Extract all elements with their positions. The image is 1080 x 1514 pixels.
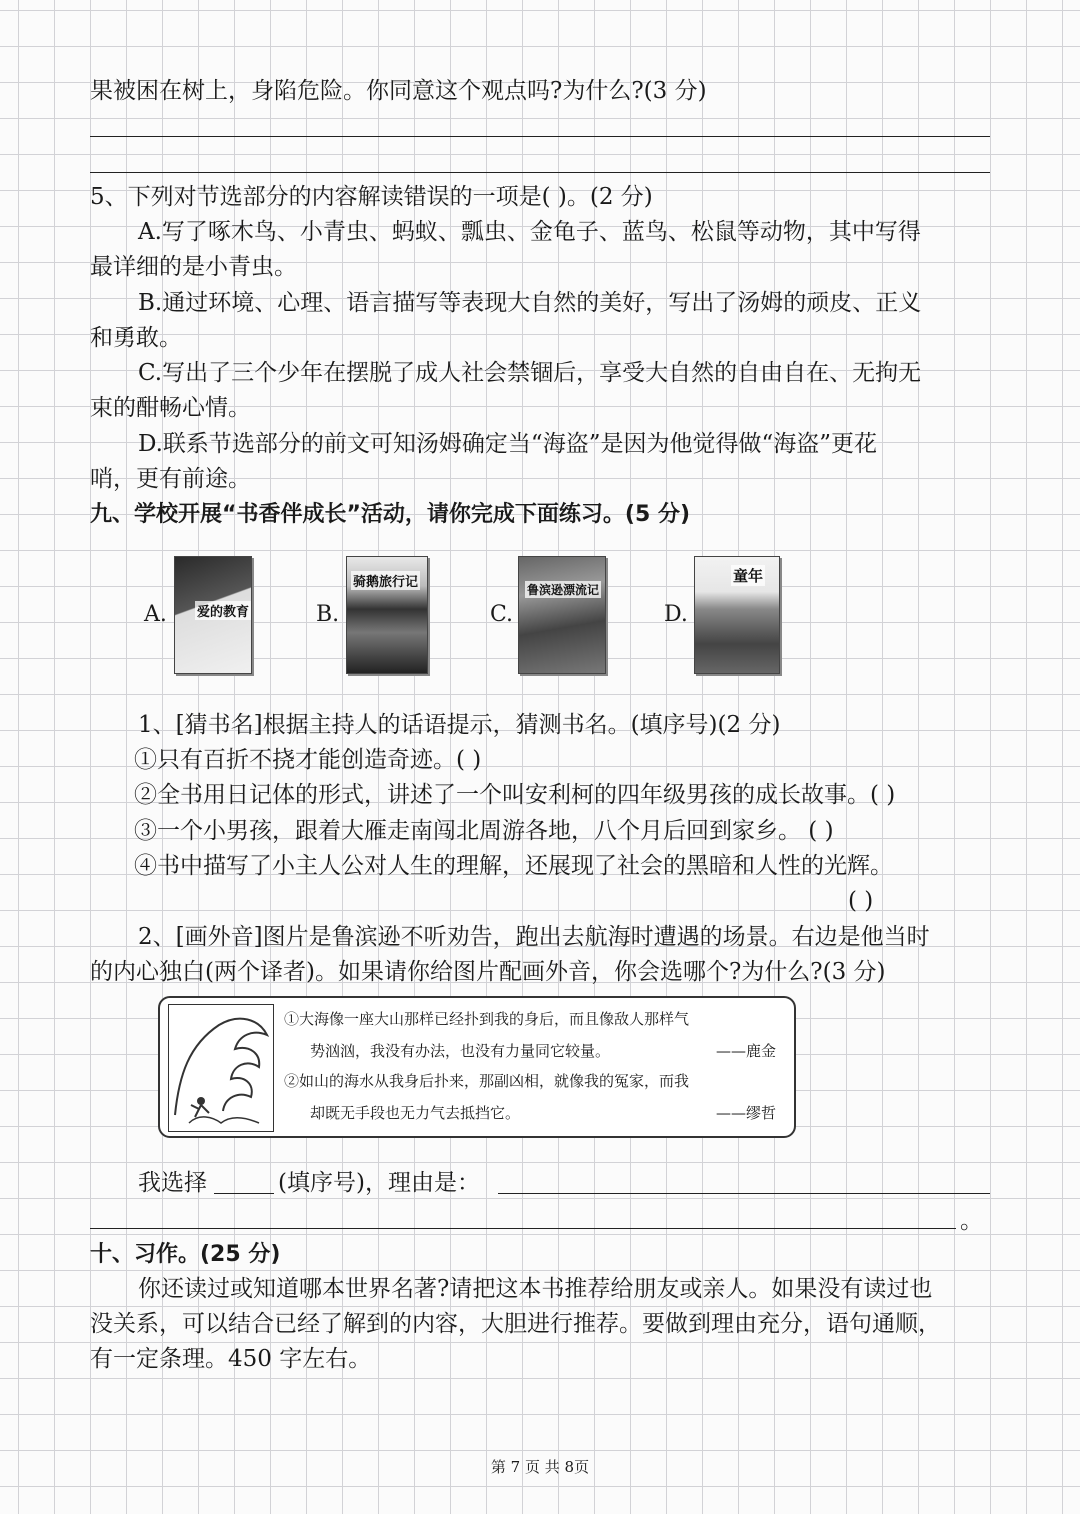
choice-blank[interactable] (214, 1193, 274, 1194)
quote-2-line-1: ②如山的海水从我身后扑来，那副凶相，就像我的冤家，而我 (284, 1072, 690, 1090)
page-footer: 第 7 页 共 8页 (490, 1458, 590, 1476)
book-title-a: 爱的教育 (195, 601, 251, 620)
s9-q1-item-4-answer[interactable]: ( ) (848, 888, 874, 914)
q5-option-a: A.写了啄木鸟、小青虫、蚂蚁、瓢虫、金龟子、蓝鸟、松鼠等动物，其中写得 (138, 219, 921, 245)
s10-para-line-3: 有一定条理。450 字左右。 (90, 1346, 372, 1372)
s9-q1-item-4: ④书中描写了小主人公对人生的理解，还展现了社会的黑暗和人性的光辉。 (134, 853, 893, 879)
book-label-d: D. (664, 602, 688, 627)
quote-2-line-2: 却既无手段也无力气去抵挡它。 (310, 1104, 521, 1122)
reason-line-2[interactable] (90, 1228, 956, 1229)
reason-label: (填序号)，理由是： (278, 1170, 480, 1196)
book-title-c: 鲁滨逊漂流记 (527, 583, 600, 597)
q5-option-c: C.写出了三个少年在摆脱了成人社会禁锢后，享受大自然的自由自在、无拘无 (138, 360, 922, 386)
wave-illustration (168, 1004, 274, 1132)
book-label-c: C. (490, 602, 514, 627)
s9-q2-stem: 2、[画外音]图片是鲁滨逊不听劝告，跑出去航海时遭遇的场景。右边是他当时 (138, 924, 930, 950)
q5-option-b: B.通过环境、心理、语言描写等表现大自然的美好，写出了汤姆的顽皮、正义 (138, 290, 922, 316)
q5-option-d: D.联系节选部分的前文可知汤姆确定当“海盗”是因为他觉得做“海盗”更花 (138, 431, 877, 457)
quote-1-translator: ——鹿金 (716, 1042, 777, 1060)
s9-q1-item-3: ③一个小男孩，跟着大雁走南闯北周游各地，八个月后回到家乡。 ( ) (134, 818, 834, 844)
reason-line[interactable] (498, 1193, 990, 1194)
book-title-d: 童年 (733, 567, 764, 585)
q5-option-c-cont: 束的酣畅心情。 (90, 395, 251, 421)
book-title-b: 骑鹅旅行记 (351, 571, 420, 590)
s9-q1-item-2: ②全书用日记体的形式，讲述了一个叫安利柯的四年级男孩的成长故事。( ) (134, 782, 896, 808)
section-9-title: 九、学校开展“书香伴成长”活动，请你完成下面练习。(5 分) (90, 502, 690, 527)
s9-q2-stem-cont: 的内心独白(两个译者)。如果请你给图片配画外音，你会选哪个?为什么?(3 分) (90, 959, 886, 985)
s10-para-line-2: 没关系，可以结合已经了解到的内容，大胆进行推荐。要做到理由充分，语句通顺， (90, 1311, 941, 1337)
answer-line[interactable] (90, 136, 990, 137)
q5-stem: 5、下列对节选部分的内容解读错误的一项是( )。(2 分) (90, 184, 653, 210)
book-cover-b (346, 556, 428, 674)
monologue-box (158, 996, 796, 1138)
s10-para-line-1: 你还读过或知道哪本世界名著?请把这本书推荐给朋友或亲人。如果没有读过也 (138, 1276, 933, 1302)
book-cover-c (518, 556, 606, 674)
quote-1-line-1: ①大海像一座大山那样已经扑到我的身后，而且像敌人那样气 (284, 1010, 690, 1028)
answer-line[interactable] (90, 172, 990, 173)
book-label-a: A. (144, 602, 167, 627)
wave-icon (169, 1005, 273, 1131)
q4-tail-text: 果被困在树上，身陷危险。你同意这个观点吗?为什么?(3 分) (90, 78, 707, 104)
section-10-title: 十、习作。(25 分) (90, 1242, 281, 1267)
quote-2-translator: ——缪哲 (716, 1104, 777, 1122)
s9-q1-item-1: ①只有百折不挠才能创造奇迹。( ) (134, 747, 482, 773)
s9-q1-stem: 1、[猜书名]根据主持人的话语提示，猜测书名。(填序号)(2 分) (138, 712, 781, 738)
book-label-b: B. (316, 602, 340, 627)
book-cover-a (174, 556, 252, 674)
choose-label: 我选择 (138, 1170, 207, 1196)
q5-option-b-cont: 和勇敢。 (90, 325, 182, 351)
book-cover-d (694, 556, 780, 674)
q5-option-a-cont: 最详细的是小青虫。 (90, 254, 297, 280)
quote-1-line-2: 势汹汹，我没有办法，也没有力量同它较量。 (310, 1042, 611, 1060)
end-mark: 。 (960, 1208, 983, 1234)
q5-option-d-cont: 哨，更有前途。 (90, 466, 251, 492)
